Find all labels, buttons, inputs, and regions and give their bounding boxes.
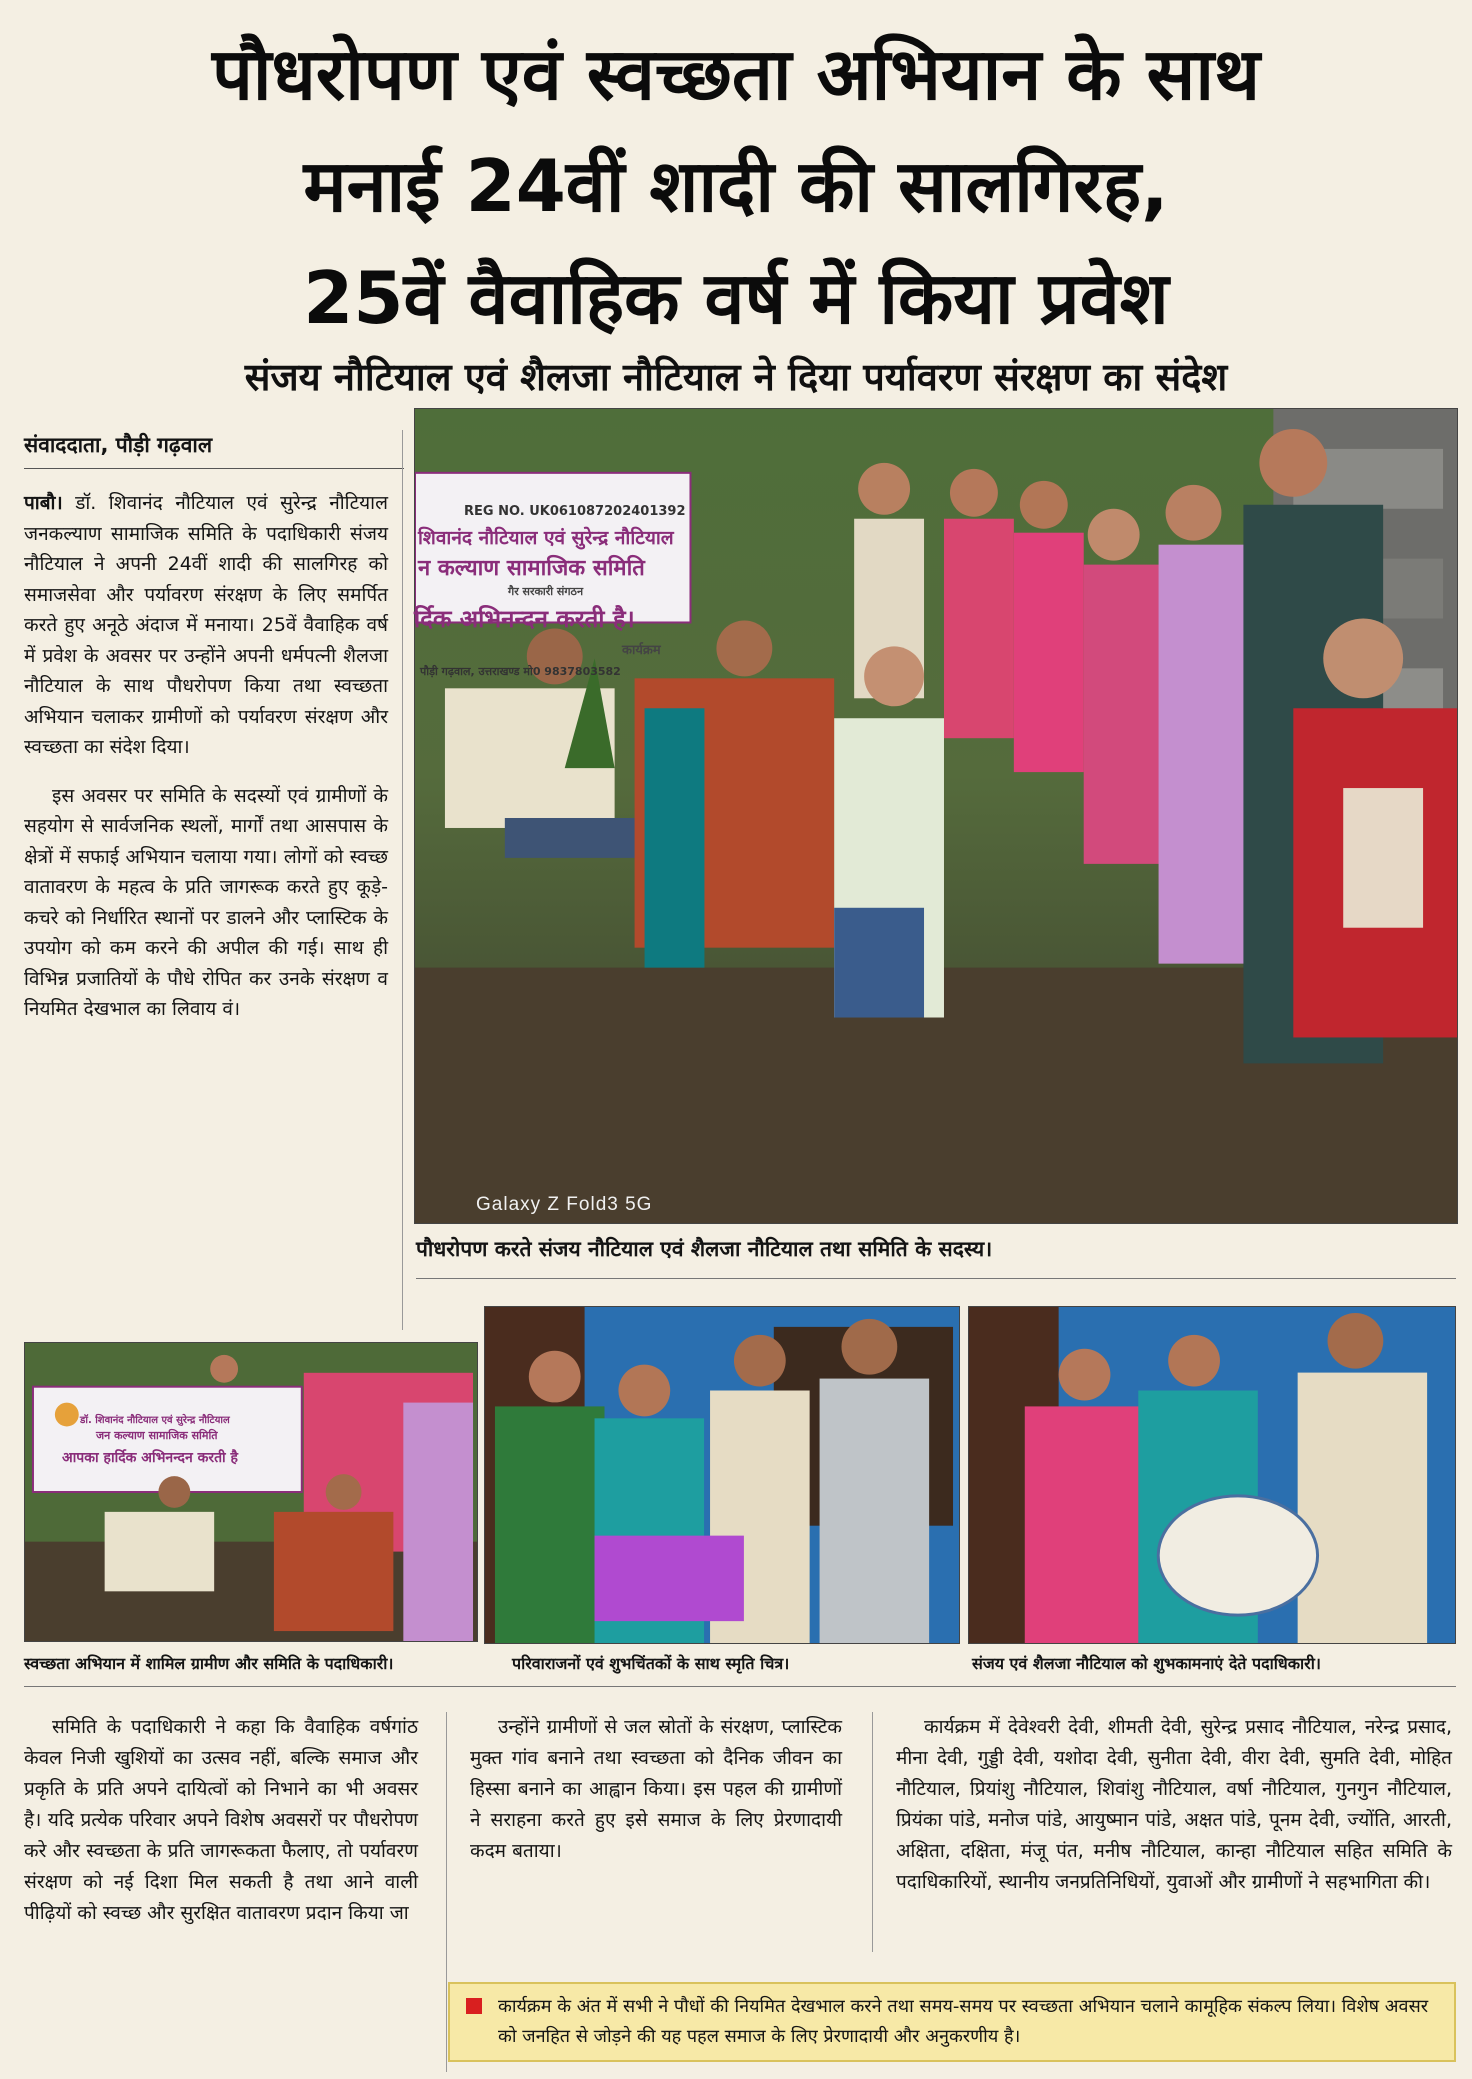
subheadline: संजय नौटियाल एवं शैलजा नौटियाल ने दिया पर्यावरण संरक्षण का संदेश xyxy=(244,355,1228,399)
bottom-column-3-text: कार्यक्रम में देवेश्वरी देवी, शीमती देवी, सुरेन्द्र प्रसाद नौटियाल, नरेन्द्र प्रसाद, मीना देवी, गुड्डी देवी, यशोदा देवी, सुनीता देवी, वीरा देवी, सुमति देवी, मोहित नौटियाल, प्रियांशु नौटियाल, शिवांशु नौटियाल, वर्षा नौटियाल, गुनगुन नौटियाल, प्रियंका पांडे, मनोज पांडे, आयुष्मान पांडे, अक्षत पांडे, पूनम देवी, ज्योंति, आरती, अक्षिता, दक्षिता, मंजू पंत, मनीष नौटियाल, कान्हा नौटियाल सहित समिति के पदाधिकारियों, स्थानीय जनप्रतिनिधियों, युवाओं और ग्रामीणों ने सहभागिता की। xyxy=(896,1716,1452,1893)
camera-watermark: Galaxy Z Fold3 5G xyxy=(476,1194,653,1215)
small-photo-caption-3: संजय एवं शैलजा नौटियाल को शुभकामनाएं देते पदाधिकारी। xyxy=(972,1654,1321,1673)
photo-family-memory-image xyxy=(485,1307,959,1643)
column-divider xyxy=(402,430,403,1330)
section-divider xyxy=(24,1686,1456,1687)
photo-greetings-image xyxy=(969,1307,1455,1643)
headline-line-3: 25वें वैवाहिक वर्ष में किया प्रवेश xyxy=(303,256,1169,340)
banner-line-4: र्दिक अभिनन्दन करती है। xyxy=(414,605,635,633)
bottom-column-1-text: समिति के पदाधिकारी ने कहा कि वैवाहिक वर्षगांठ केवल निजी खुशियों का उत्सव नहीं, बल्कि समाज और प्रकृति के प्रति अपने दायित्वों को निभाने का भी अवसर है। यदि प्रत्येक परिवार अपने विशेष अवसरों पर पौधरोपण करे और स्वच्छता के प्रति जागरूकता फैलाए, तो पर्यावरण संरक्षण को नई दिशा मिल सकती है तथा आने वाली पीढ़ियों को स्वच्छ और सुरक्षित वातावरण प्रदान किया जा xyxy=(24,1716,418,1924)
small-banner-line-3: आपका हार्दिक अभिनन्दन करती है xyxy=(62,1450,238,1466)
banner-line-5: कार्यक्रम xyxy=(622,643,661,658)
headline-line-1: पौधरोपण एवं स्वच्छता अभियान के साथ xyxy=(211,32,1260,116)
bottom-column-2 xyxy=(470,1712,842,1867)
column-divider-bottom-1 xyxy=(446,1712,447,2072)
photo-cleanliness-drive-image xyxy=(25,1343,477,1641)
highlight-text: कार्यक्रम के अंत में सभी ने पौधों की नियमित देखभाल करने तथा समय-समय पर स्वच्छता अभियान चलाने कामूहिक संकल्प लिया। विशेष अवसर को जनहित से जोड़ने की यह पहल समाज के लिए प्रेरणादायी और अनुकरणीय है। xyxy=(498,1996,1429,2047)
banner-line-1: शिवानंद नौटियाल एवं सुरेन्द्र नौटियाल xyxy=(418,527,674,549)
headline xyxy=(20,18,1452,354)
banner-reg-number: REG NO. UK061087202401392 xyxy=(464,504,686,519)
small-banner-line-2: जन कल्याण सामाजिक समिति xyxy=(96,1429,218,1442)
dateline: पाबौ। xyxy=(24,492,63,514)
photo-cleanliness-drive xyxy=(24,1342,478,1642)
banner-line-6: पौड़ी गढ़वाल, उत्तराखण्ड मो0 9837803582 xyxy=(420,665,621,678)
banner-line-2: न कल्याण सामाजिक समिति xyxy=(418,556,645,581)
headline-line-2: मनाई 24वीं शादी की सालगिरह, xyxy=(303,144,1169,228)
left-column-article xyxy=(24,488,388,1025)
photo-greetings xyxy=(968,1306,1456,1644)
bottom-column-1 xyxy=(24,1712,418,1929)
main-photo-caption: पौधरोपण करते संजय नौटियाल एवं शैलजा नौटियाल तथा समिति के सदस्य। xyxy=(416,1234,1456,1279)
banner-line-3: गैर सरकारी संगठन xyxy=(508,585,584,598)
article-para-1-text: डॉ. शिवानंद नौटियाल एवं सुरेन्द्र नौटियाल जनकल्याण सामाजिक समिति के पदाधिकारी संजय नौटियाल ने अपनी 24वीं शादी की सालगिरह को समाजसेवा और पर्यावरण संरक्षण के लिए समर्पित करते हुए अनूठे अंदाज में मनाया। 25वें वैवाहिक वर्ष में प्रवेश के अवसर पर उन्होंने अपनी धर्मपत्नी शैलजा नौटियाल के साथ पौधरोपण किया तथा स्वच्छता अभियान चलाकर ग्रामीणों को पर्यावरण संरक्षण और स्वच्छता का संदेश दिया। xyxy=(24,492,388,758)
byline: संवाददाता, पौड़ी गढ़वाल xyxy=(24,430,404,469)
bottom-column-2-text: उन्होंने ग्रामीणों से जल स्रोतों के संरक्षण, प्लास्टिक मुक्त गांव बनाने तथा स्वच्छता को दैनिक जीवन का हिस्सा बनाने का आह्वान किया। इस पहल की ग्रामीणों ने सराहना करते हुए इसे समाज के लिए प्रेरणादायी कदम बताया। xyxy=(470,1716,842,1862)
highlight-box xyxy=(448,1982,1456,2062)
article-para-1 xyxy=(24,488,388,763)
small-photo-caption-1: स्वच्छता अभियान में शामिल ग्रामीण और समिति के पदाधिकारी। xyxy=(24,1654,394,1673)
article-para-2: इस अवसर पर समिति के सदस्यों एवं ग्रामीणों के सहयोग से सार्वजनिक स्थलों, मार्गों तथा आसपास के क्षेत्रों में सफाई अभियान चलाया गया। लोगों को स्वच्छ वातावरण के महत्व के प्रति जागरूक करते हुए कूड़े-कचरे को निर्धारित स्थानों पर डालने और प्लास्टिक के उपयोग को कम करने की अपील की गई। साथ ही विभिन्न प्रजातियों के पौधे रोपित कर उनके संरक्षण व नियमित देखभाल का लिवाय वं। xyxy=(24,784,388,1020)
small-photo-caption-2: परिवाराजनों एवं शुभचिंतकों के साथ स्मृति चित्र। xyxy=(512,1654,790,1673)
small-banner-line-1: डॉ. शिवानंद नौटियाल एवं सुरेन्द्र नौटियाल xyxy=(80,1415,230,1426)
bottom-column-3 xyxy=(896,1712,1452,1898)
red-bullet-icon xyxy=(466,1998,482,2014)
photo-family-memory xyxy=(484,1306,960,1644)
column-divider-bottom-2 xyxy=(872,1712,873,1952)
